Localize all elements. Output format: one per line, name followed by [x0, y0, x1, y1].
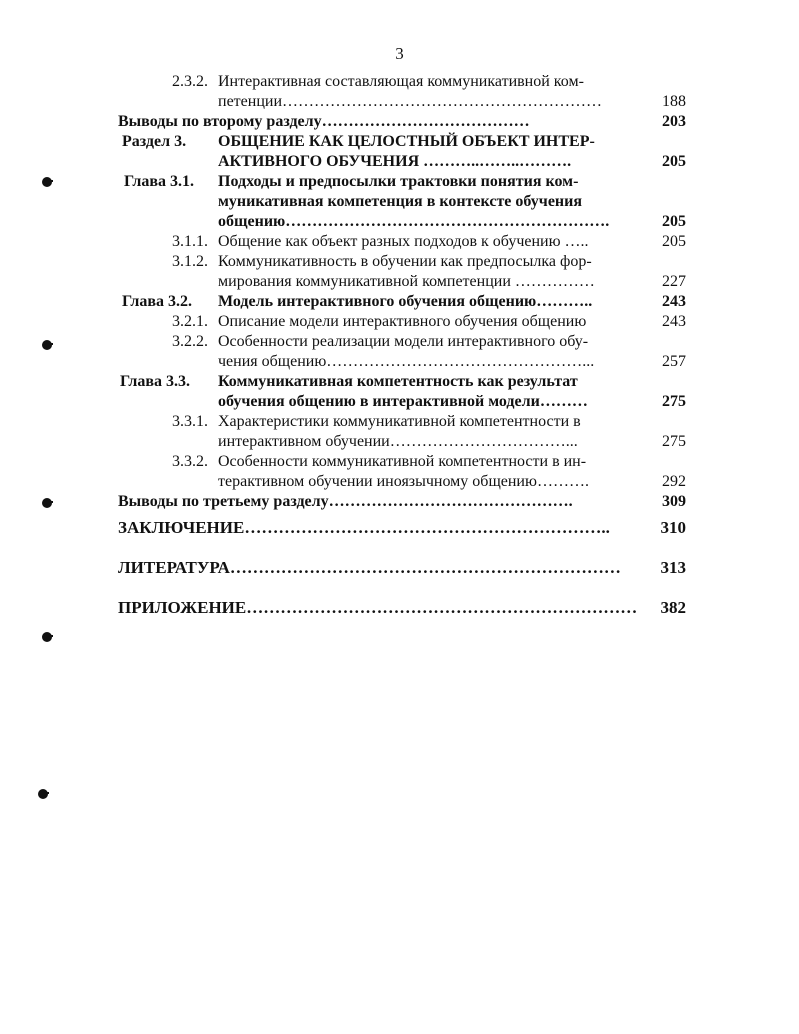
toc-title-line: интерактивном обучении……………………………... [218, 433, 578, 450]
toc-entry-chapter-3-1 [0, 172, 799, 192]
table-of-contents [0, 72, 799, 618]
toc-entry-conclusions-3 [0, 492, 799, 512]
toc-number: 3.2.2. [172, 333, 208, 350]
toc-title-line: ПРИЛОЖЕНИЕ…………………………………………………………… [118, 598, 638, 617]
toc-number: 3.1.1. [172, 233, 208, 250]
toc-entry-2-3-2 [0, 72, 799, 92]
toc-title-line: мирования коммуникативной компетенции …………… [218, 273, 595, 290]
toc-title-line: Особенности реализации модели интерактивного обу- [218, 333, 589, 350]
toc-title-line: Подходы и предпосылки трактовки понятия ком- [218, 173, 579, 190]
toc-number: 3.1.2. [172, 253, 208, 270]
toc-page: 205 [662, 213, 686, 230]
toc-title-line: АКТИВНОГО ОБУЧЕНИЯ ………..……..………. [218, 153, 572, 170]
punch-hole-mark [42, 340, 52, 350]
toc-entry-appendix [0, 598, 799, 618]
punch-hole-mark [42, 498, 52, 508]
toc-title-line: Общение как объект разных подходов к обучению ….. [218, 233, 589, 250]
toc-entry-literature [0, 558, 799, 578]
toc-entry-3-3-2 [0, 452, 799, 472]
toc-number: Глава 3.3. [120, 373, 190, 390]
toc-page: 203 [662, 113, 686, 130]
toc-title-line: Выводы по третьему разделу………………………………………. [118, 493, 573, 510]
toc-page: 257 [662, 353, 686, 370]
toc-page: 309 [662, 493, 686, 510]
toc-entry-section-3 [0, 132, 799, 152]
toc-entry-chapter-3-3 [0, 372, 799, 392]
toc-entry-3-1-1 [0, 232, 799, 252]
toc-page: 205 [662, 153, 686, 170]
toc-page: 227 [662, 273, 686, 290]
toc-title-line: ОБЩЕНИЕ КАК ЦЕЛОСТНЫЙ ОБЪЕКТ ИНТЕР- [218, 133, 595, 150]
toc-title-line: петенции…………………………………………………… [218, 93, 603, 110]
toc-entry-3-2-1 [0, 312, 799, 332]
toc-page: 275 [662, 393, 686, 410]
toc-title-line: Коммуникативность в обучении как предпосылка фор- [218, 253, 592, 270]
toc-title-line: Особенности коммуникативной компетентности в ин- [218, 453, 587, 470]
toc-entry-conclusions-2 [0, 112, 799, 132]
toc-page: 188 [662, 93, 686, 110]
toc-number: Глава 3.2. [122, 293, 192, 310]
toc-number: 3.3.2. [172, 453, 208, 470]
toc-title-line: ЛИТЕРАТУРА…………………………………………………………… [118, 558, 621, 577]
toc-title-line: Коммуникативная компетентность как результат [218, 373, 578, 390]
toc-entry-3-2-2 [0, 332, 799, 352]
toc-page: 310 [660, 518, 686, 537]
punch-hole-mark [38, 789, 48, 799]
toc-entry-chapter-3-2 [0, 292, 799, 312]
toc-entry-conclusion [0, 518, 799, 538]
toc-number: 3.3.1. [172, 413, 208, 430]
toc-page: 313 [660, 558, 686, 577]
toc-page: 243 [662, 313, 686, 330]
toc-number: 2.3.2. [172, 73, 208, 90]
toc-entry-3-3-1 [0, 412, 799, 432]
toc-title-line: обучения общению в интерактивной модели……… [218, 393, 588, 410]
toc-page: 275 [662, 433, 686, 450]
toc-title-line: чения общению…………………………………………... [218, 353, 595, 370]
toc-entry-3-1-2 [0, 252, 799, 272]
page-number: 3 [395, 44, 404, 63]
punch-hole-mark [42, 177, 52, 187]
toc-title-line: Модель интерактивного обучения общению……….. [218, 293, 593, 310]
toc-title-line: ЗАКЛЮЧЕНИЕ……………………………………………………….. [118, 518, 610, 537]
punch-hole-mark [42, 632, 52, 642]
toc-number: Глава 3.1. [124, 173, 194, 190]
toc-page: 243 [662, 293, 686, 310]
toc-page: 382 [660, 598, 686, 617]
toc-page: 292 [662, 473, 686, 490]
toc-title-line: терактивном обучении иноязычному общению………. [218, 473, 589, 490]
toc-title-line: Описание модели интерактивного обучения общению [218, 313, 587, 330]
toc-title-line: Выводы по второму разделу………………………………… [118, 113, 530, 130]
toc-title-line: муникативная компетенция в контексте обучения [218, 193, 583, 210]
toc-number: 3.2.1. [172, 313, 208, 330]
toc-number: Раздел 3. [122, 133, 187, 150]
toc-title-line: общению……………………………………………………. [218, 213, 610, 230]
toc-title-line: Характеристики коммуникативной компетентности в [218, 413, 581, 430]
toc-page: 205 [662, 233, 686, 250]
toc-title-line: Интерактивная составляющая коммуникативной ком- [218, 73, 584, 90]
